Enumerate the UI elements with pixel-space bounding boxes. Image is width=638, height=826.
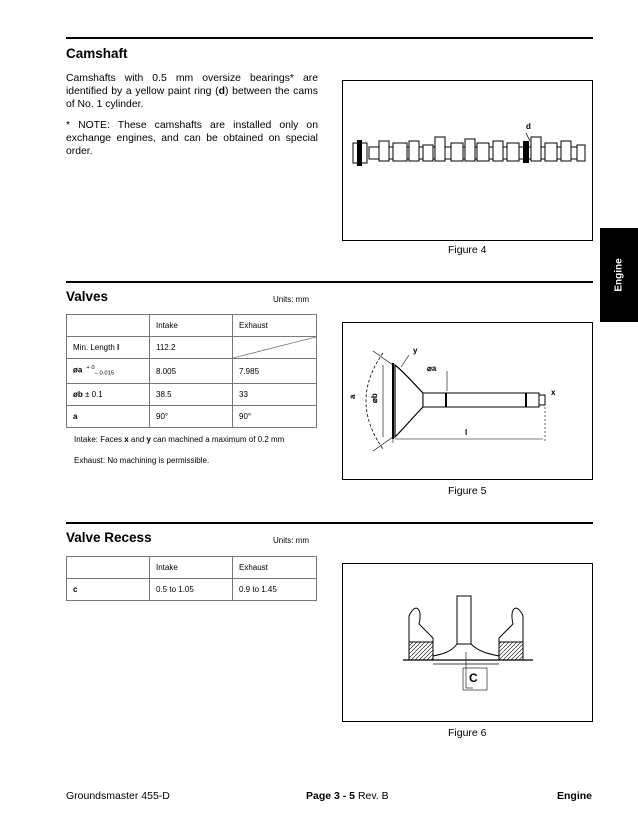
table-row bbox=[67, 406, 317, 428]
valves-table bbox=[66, 314, 317, 428]
figure-6-box bbox=[342, 563, 593, 722]
valve-label-alpha: a bbox=[348, 394, 357, 399]
valve-label-x: x bbox=[551, 388, 556, 397]
camshaft-label-d: d bbox=[526, 122, 531, 131]
valves-note-exhaust: Exhaust: No machining is permissible. bbox=[74, 456, 210, 465]
valve-label-a: ⌀a bbox=[427, 364, 437, 373]
camshaft-note: * NOTE: These camshafts are installed only on exchange engines, and can be obtained on special order. bbox=[66, 120, 318, 158]
section-rule-camshaft bbox=[66, 37, 593, 39]
table-cell bbox=[67, 315, 150, 337]
camshaft-paragraph bbox=[66, 72, 318, 112]
table-cell: a bbox=[67, 406, 150, 428]
footer-page-number: Page 3 - 5 bbox=[306, 790, 356, 802]
recess-label-c: C bbox=[469, 671, 478, 685]
table-cell: 0.9 to 1.45 bbox=[233, 579, 317, 601]
footer-right: Engine bbox=[557, 790, 593, 802]
table-cell: 7.985 bbox=[233, 359, 317, 384]
footer-revision: Rev. B bbox=[357, 790, 389, 802]
table-cell: c bbox=[67, 579, 150, 601]
table-cell: 38.5 bbox=[150, 384, 233, 406]
table-cell: 112.2 bbox=[150, 337, 233, 359]
figure-5-box bbox=[342, 322, 593, 480]
valves-units: Units: mm bbox=[273, 295, 309, 304]
table-cell: 33 bbox=[233, 384, 317, 406]
camshaft-heading: Camshaft bbox=[66, 46, 128, 61]
table-cell: 90° bbox=[233, 406, 317, 428]
valves-heading: Valves bbox=[66, 289, 109, 304]
camshaft-para-text-b: ) between the cams of No. 1 cylinder. bbox=[66, 86, 318, 111]
table-row bbox=[67, 337, 317, 359]
figure-6-caption: Figure 6 bbox=[448, 727, 487, 739]
valve-illustration bbox=[343, 323, 592, 479]
valve-recess-table bbox=[66, 556, 317, 601]
valves-note-intake: Intake: Faces x and y can machined a maximum of 0.2 mm bbox=[74, 435, 285, 444]
table-row bbox=[67, 384, 317, 406]
valve-label-b: ⌀b bbox=[370, 393, 379, 403]
figure-4-caption: Figure 4 bbox=[448, 244, 487, 256]
valves-col-exhaust: Exhaust bbox=[233, 315, 317, 337]
table-row bbox=[67, 557, 317, 579]
table-cell: 0.5 to 1.05 bbox=[150, 579, 233, 601]
valve-recess-heading: Valve Recess bbox=[66, 530, 152, 545]
valve-label-l: l bbox=[465, 428, 468, 437]
table-cell bbox=[67, 557, 150, 579]
section-rule-valves bbox=[66, 281, 593, 283]
table-row bbox=[67, 315, 317, 337]
table-row bbox=[67, 359, 317, 384]
figure-5-caption: Figure 5 bbox=[448, 485, 487, 497]
valves-col-intake: Intake bbox=[150, 315, 233, 337]
table-cell: øa $^{+ 0}_{- 0.015}$ bbox=[67, 359, 150, 384]
figure-4-box bbox=[342, 80, 593, 241]
camshaft-illustration bbox=[343, 81, 592, 240]
engine-side-tab bbox=[600, 228, 638, 322]
footer-page bbox=[306, 790, 389, 802]
footer-left: Groundsmaster 455-D bbox=[66, 790, 170, 802]
table-cell: 90° bbox=[150, 406, 233, 428]
section-rule-valve-recess bbox=[66, 522, 593, 524]
camshaft-para-text-a: Camshafts with 0.5 mm oversize bearings* are identified by a yellow paint ring ( bbox=[66, 73, 318, 98]
valve-recess-illustration bbox=[343, 564, 592, 721]
table-row bbox=[67, 579, 317, 601]
table-cell: 8.005 bbox=[150, 359, 233, 384]
valve-label-y: y bbox=[413, 346, 418, 355]
table-cell: øb ± 0.1 bbox=[67, 384, 150, 406]
valve-recess-units: Units: mm bbox=[273, 536, 309, 545]
valve-recess-col-intake: Intake bbox=[150, 557, 233, 579]
engine-side-tab-label: Engine bbox=[613, 258, 625, 292]
table-cell: Min. Length l bbox=[67, 337, 150, 359]
table-cell-diagonal bbox=[233, 337, 317, 359]
camshaft-para-d: d bbox=[218, 86, 225, 98]
valve-recess-col-exhaust: Exhaust bbox=[233, 557, 317, 579]
